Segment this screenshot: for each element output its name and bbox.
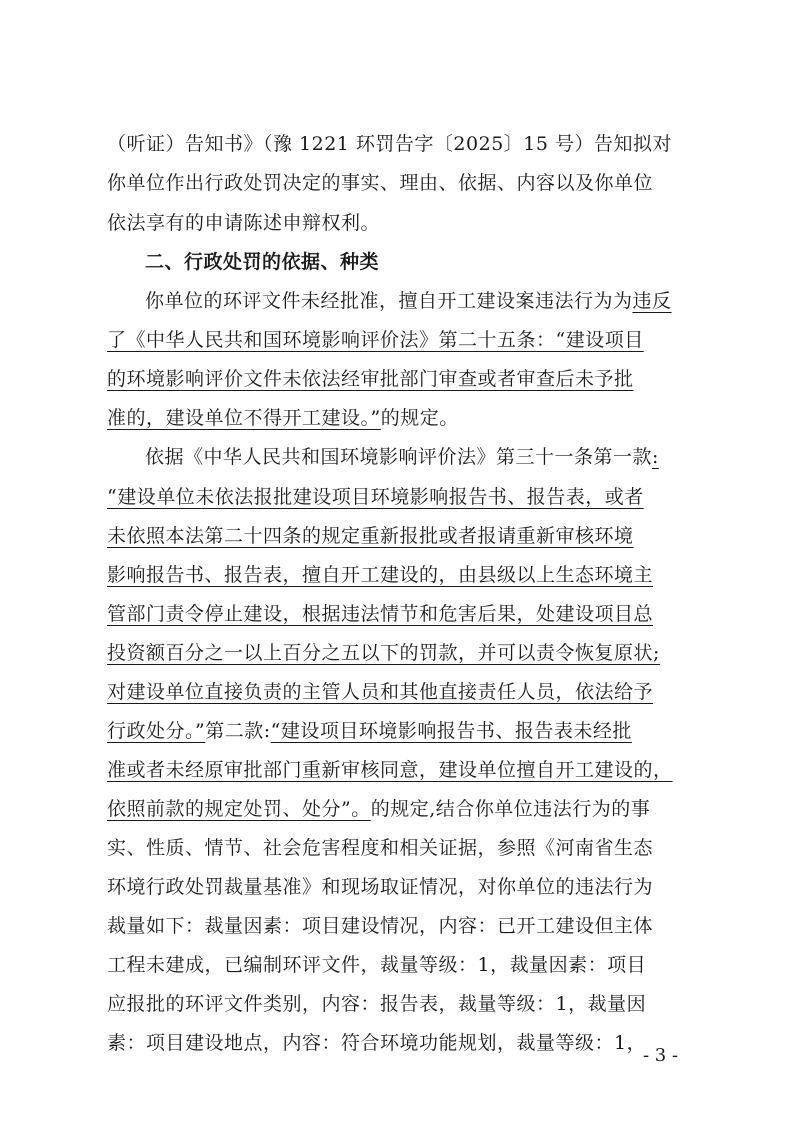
- text-line: 依法享有的申请陈述申辩权利。: [107, 212, 381, 234]
- underlined-segment: 准的，建设单位不得开工建设。”: [107, 407, 381, 429]
- text-line: [107, 798, 650, 822]
- text-line: 裁量如下：裁量因素：项目建设情况，内容：已开工建设但主体: [107, 915, 654, 937]
- underlined-line: 未依照本法第二十四条的规定重新报批或者报请重新审核环境: [107, 525, 634, 547]
- page-number: - 3 -: [643, 1045, 679, 1066]
- underlined-line: 的环境影响评价文件未依法经审批部门审查或者审查后未予批: [107, 368, 634, 390]
- underlined-line: 投资额百分之一以上百分之五以下的罚款，并可以责令恢复原状;: [107, 642, 660, 664]
- underlined-line: 对建设单位直接负责的主管人员和其他直接责任人员，依法给予: [107, 681, 654, 703]
- text-segment: 的规定,结合你单位违法行为的事: [370, 798, 651, 820]
- underlined-line: 管部门责令停止建设，根据违法情节和危害后果，处建设项目总: [107, 603, 654, 625]
- underlined-line: “建设单位未依法报批建设项目环境影响报告书、报告表，或者: [107, 486, 644, 508]
- underlined-segment: 行政处分。”: [107, 720, 206, 742]
- text-segment: 第二款:: [205, 720, 271, 742]
- text-segment: 你单位的环评文件未经批准，擅自开工建设案违法行为为: [145, 290, 633, 312]
- text-line: 素：项目建设地点，内容：符合环境功能规划，裁量等级：1，: [107, 1032, 647, 1054]
- underlined-segment: “建设项目环境影响报告书、报告表未经批: [270, 720, 632, 742]
- underlined-segment: 依照前款的规定处罚、处分”。: [107, 798, 371, 820]
- text-line: [107, 407, 459, 431]
- underlined-line: 了《中华人民共和国环境影响评价法》第二十五条：“建设项目: [107, 329, 644, 351]
- text-segment: 的规定。: [380, 407, 459, 429]
- text-line: 实、性质、情节、社会危害程度和相关证据，参照《河南省生态: [107, 837, 654, 859]
- underlined-line: 影响报告书、报告表，擅自开工建设的，由县级以上生态环境主: [107, 564, 654, 586]
- text-line: 你单位作出行政处罚决定的事实、理由、依据、内容以及你单位: [107, 172, 654, 194]
- underlined-segment: 违反: [632, 290, 672, 312]
- text-segment: 依据《中华人民共和国环境影响评价法》第三十一条第一款: [145, 446, 653, 468]
- text-line: [145, 290, 672, 314]
- text-line: 环境行政处罚裁量基准》和现场取证情况，对你单位的违法行为: [107, 876, 654, 898]
- underlined-segment: :: [652, 446, 659, 468]
- text-line: [145, 446, 659, 470]
- section-heading: 二、行政处罚的依据、种类: [145, 251, 380, 273]
- underlined-line: 准或者未经原审批部门重新审核同意，建设单位擅自开工建设的，: [107, 759, 673, 781]
- text-line: [107, 720, 632, 744]
- text-line: 应报批的环评文件类别，内容：报告表，裁量等级：1，裁量因: [107, 993, 647, 1015]
- text-line: 工程未建成，已编制环评文件，裁量等级：1，裁量因素：项目: [107, 954, 647, 976]
- text-line: （听证）告知书》（豫 1221 环罚告字〔2025〕15 号）告知拟对: [107, 133, 673, 155]
